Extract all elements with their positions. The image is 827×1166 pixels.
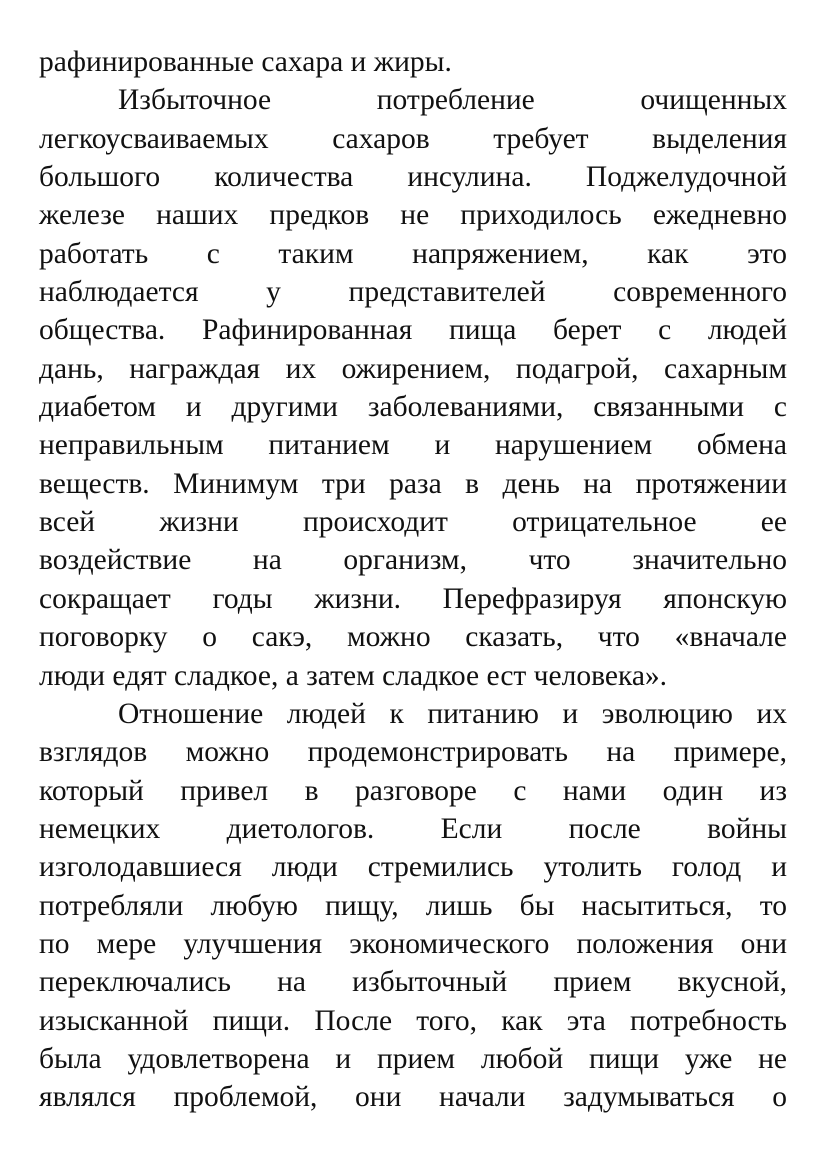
text-line: по мере улучшения экономического положения они (39, 927, 787, 960)
text-line: общества. Рафинированная пища берет с людей (39, 314, 787, 347)
text-line: потребляли любую пищу, лишь бы насытиться, то (39, 889, 787, 922)
text-line: являлся проблемой, они начали задумываться о (39, 1081, 787, 1114)
text-line: наблюдается у представителей современного (39, 276, 787, 309)
text-line: легкоусваиваемых сахаров требует выделения (39, 122, 787, 155)
text-line: веществ. Минимум три раза в день на протяжении (39, 467, 787, 500)
text-line: сокращает годы жизни. Перефразируя японскую (39, 582, 787, 615)
text-line: рафинированные сахара и жиры. (39, 46, 452, 78)
text-line: работать с таким напряжением, как это (39, 237, 787, 270)
paragraph-1 (39, 43, 787, 81)
text-line: люди едят сладкое, а затем сладкое ест человека». (39, 659, 668, 692)
text-line: который привел в разговоре с нами один из (39, 774, 787, 807)
text-line: взглядов можно продемонстрировать на примере, (39, 736, 787, 769)
text-line: Отношение людей к питанию и эволюцию их (118, 697, 787, 730)
text-line: изголодавшиеся люди стремились утолить голод и (39, 851, 787, 884)
text-line: большого количества инсулина. Поджелудочной (39, 161, 787, 194)
text-line: всей жизни происходит отрицательное ее (39, 506, 787, 539)
text-line: дань, награждая их ожирением, подагрой, сахарным (39, 352, 787, 385)
text-line: диабетом и другими заболеваниями, связанными с (39, 391, 787, 424)
text-line: Избыточное потребление очищенных (118, 84, 787, 117)
document-page (39, 43, 787, 1117)
text-line: немецких диетологов. Если после войны (39, 812, 787, 845)
text-line: неправильным питанием и нарушением обмена (39, 429, 787, 462)
text-line: поговорку о сакэ, можно сказать, что «вначале (39, 621, 787, 654)
text-line: воздействие на организм, что значительно (39, 544, 787, 577)
text-line: переключались на избыточный прием вкусной, (39, 966, 787, 999)
paragraph-2 (39, 81, 787, 695)
text-line: изысканной пищи. После того, как эта потребность (39, 1004, 787, 1037)
text-line: была удовлетворена и прием любой пищи уже не (39, 1042, 787, 1075)
paragraph-3 (39, 695, 787, 1117)
text-line: железе наших предков не приходилось ежедневно (39, 199, 787, 232)
